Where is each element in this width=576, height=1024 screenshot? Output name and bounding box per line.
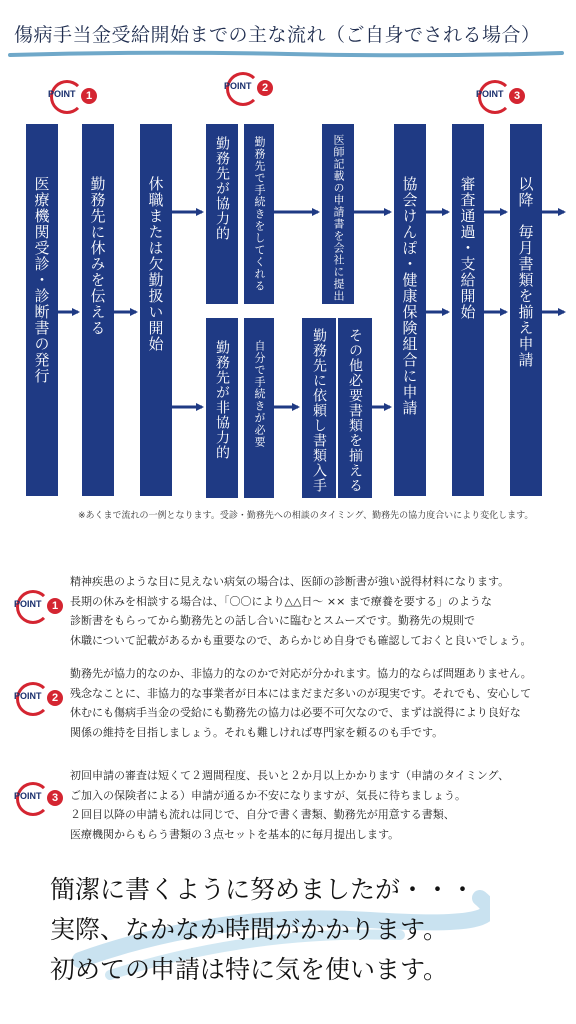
page-title: 傷病手当金受給開始までの主な流れ（ご自身でされる場合） [14,24,541,46]
approval-benefit-start: 審査通過・支給開始 [452,124,484,496]
point-note-badge-1: POINT 1 [12,590,62,624]
point-note-3: 初回申請の審査は短くて２週間程度、長いと２か月以上かかります（申請のタイミング、 ご加入の保険者による）申請が通るか不安になりますが、気長に待ちましょう。 ２回目以降の申請も流れは同じで、自分で書く書類、勤務先が用意する書類、 医療機関からもらう書類の３点セットを基本的に毎月提出します。 [70,769,510,841]
employer-cooperative: 勤務先が協力的 [206,124,238,304]
point-badge-2: POINT 2 [222,72,272,106]
point-badge-3: POINT 3 [474,80,524,114]
step-notify-employer: 勤務先に休みを伝える [82,124,114,496]
gather-other-documents: その他必要書類を揃える [338,318,372,498]
request-documents-from-employer: 勤務先に依頼し書類入手 [302,318,336,498]
closing-message: 簡潔に書くように努めましたが・・・ 実際、なかなか時間がかかります。 初めての申請は特に気を使います。 [50,875,476,984]
flow-footnote: ※あくまで流れの一例となります。受診・勤務先への相談のタイミング、勤務先の協力度合いにより変化します。 [78,511,534,521]
point-note-2: 勤務先が協力的なのか、非協力的なのかで対応が分かれます。協力的ならば問題ありません。 残念なことに、非協力的な事業者が日本にはまだまだ多いのが現実です。それでも、安心して 休むにも傷病手当金の受給にも勤務先の協力は必要不可欠なので、まずは説得により良好な 関係の維持を目指しましょう。それも難しければ専門家を頼るのも手です。 [70,667,532,739]
step-medical-exam: 医療機関受診・診断書の発行 [26,124,58,496]
point-note-1: 精神疾患のような目に見えない病気の場合は、医師の診断書が強い説得材料になります。 長期の休みを相談する場合は、「〇〇により△△日～ ×× まで療養を要する」のような 診断書をもらってから勤務先との話し合いに臨むとスムーズです。勤務先の規則で 休職について記載があるかも重要なので、あらかじめ自身でも確認しておくと良いでしょう。 [70,575,532,647]
point-note-badge-3: POINT 3 [12,782,62,816]
point-note-badge-2: POINT 2 [12,682,62,716]
step-leave-start: 休職または欠勤扱い開始 [140,124,172,496]
apply-to-kyokai-kenpo: 協会けんぽ・健康保険組合に申請 [394,124,426,496]
employer-handles-procedure: 勤務先で手続きをしてくれる [244,124,274,304]
point-badge-1: POINT 1 [46,80,96,114]
self-procedure-needed: 自分で手続きが必要 [244,318,274,498]
submit-application-to-employer: 医師記載の申請書を会社に提出 [322,124,354,304]
monthly-application: 以降 毎月書類を揃え申請 [510,124,542,496]
employer-uncooperative: 勤務先が非協力的 [206,318,238,498]
